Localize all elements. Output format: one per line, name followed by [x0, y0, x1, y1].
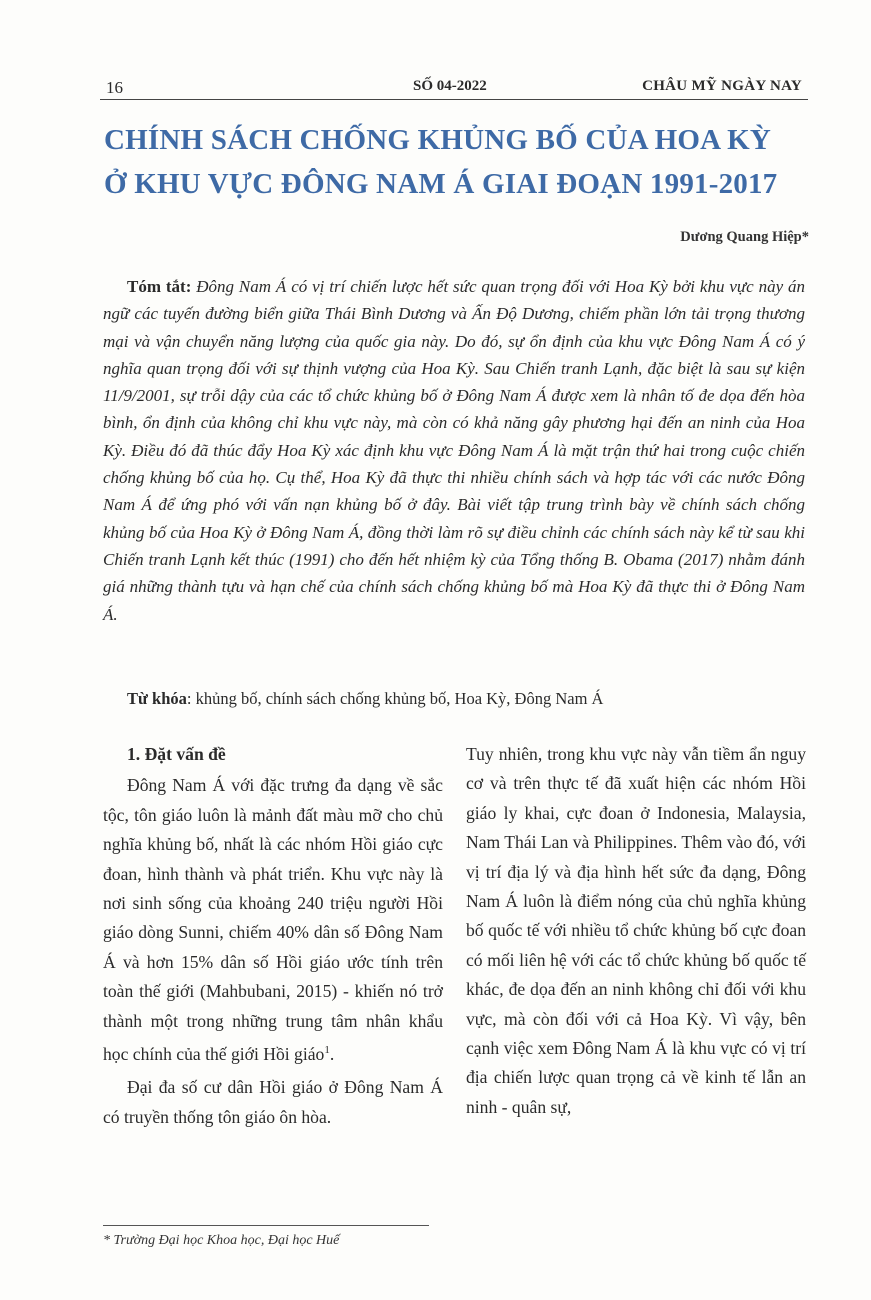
abstract — [103, 273, 805, 628]
abstract-label: Tóm tắt: — [127, 277, 192, 296]
paragraph: Đại đa số cư dân Hồi giáo ở Đông Nam Á có truyền thống tôn giáo ôn hòa. — [103, 1077, 443, 1127]
paragraph: Tuy nhiên, trong khu vực này vẫn tiềm ẩn nguy cơ và trên thực tế đã xuất hiện các nhóm Hồi giáo ly khai, cực đoan ở Indonesia, Malaysia, Nam Thái Lan và Philippines. Thêm vào đó, với vị trí địa lý và địa hình hết sức đa dạng, Đông Nam Á luôn là điểm nóng của chủ nghĩa khủng bố quốc tế với nhiều tổ chức khủng bố cực đoan có mối liên hệ với các tổ chức khủng bố quốc tế khác, đe dọa đến an ninh không chỉ đối với khu vực, mà còn đối với cả Hoa Kỳ. Vì vậy, bên cạnh việc xem Đông Nam Á là khu vực có vị trí địa chiến lược quan trọng cả về kinh tế lẫn an ninh - quân sự, — [466, 744, 806, 1117]
header-rule — [100, 99, 808, 100]
paragraph-end: . — [329, 1043, 335, 1064]
abstract-text: Đông Nam Á có vị trí chiến lược hết sức quan trọng đối với Hoa Kỳ bởi khu vực này án ngữ các tuyến đường biển giữa Thái Bình Dương và Ấn Độ Dương, chiếm phần lớn tải trọng thương mại và vận chuyển năng lượng của quốc gia này. Do đó, sự ổn định của khu vực Đông Nam Á có ý nghĩa quan trọng đối với sự thịnh vượng của Hoa Kỳ. Sau Chiến tranh Lạnh, đặc biệt là sau sự kiện 11/9/2001, sự trỗi dậy của các tổ chức khủng bố ở Đông Nam Á được xem là nhân tố đe dọa đến hòa bình, ổn định của không chỉ khu vực này, mà còn có khả năng gây phương hại đến an ninh của Hoa Kỳ. Điều đó đã thúc đẩy Hoa Kỳ xác định khu vực Đông Nam Á là mặt trận thứ hai trong cuộc chiến chống khủng bố của họ. Cụ thể, Hoa Kỳ đã thực thi nhiều chính sách và hợp tác với các nước Đông Nam Á để ứng phó với vấn nạn khủng bố ở đây. Bài viết tập trung trình bày về chính sách chống khủng bố của Hoa Kỳ ở Đông Nam Á, đồng thời làm rõ sự điều chỉnh các chính sách này kể từ sau khi Chiến tranh Lạnh kết thúc (1991) cho đến hết nhiệm kỳ của Tổng thống B. Obama (2017) nhằm đánh giá những thành tựu và hạn chế của chính sách chống khủng bố mà Hoa Kỳ đã thực thi ở Đông Nam Á. — [103, 277, 806, 624]
paragraph-text: Đông Nam Á với đặc trưng đa dạng về sắc tộc, tôn giáo luôn là mảnh đất màu mỡ cho chủ nghĩa khủng bố, nhất là các nhóm Hồi giáo cực đoan, hình thành và phát triển. Khu vực này là nơi sinh sống của khoảng 240 triệu người Hồi giáo dòng Sunni, chiếm 40% dân số Đông Nam Á và hơn 15% dân số Hồi giáo ước tính trên toàn thế giới (Mahbubani, 2015) - khiến nó trở thành một trong những trung tâm nhân khẩu học chính của thế giới Hồi giáo — [103, 775, 443, 1064]
journal-name: CHÂU MỸ NGÀY NAY — [642, 78, 802, 94]
section-heading: 1. Đặt vấn đề — [127, 744, 226, 764]
title-line-2: Ở KHU VỰC ĐÔNG NAM Á GIAI ĐOẠN 1991-2017 — [104, 168, 778, 200]
author-affiliation-footnote: * Trường Đại học Khoa học, Đại học Huế — [103, 1233, 340, 1248]
paragraph — [103, 771, 443, 1069]
author-name: Dương Quang Hiệp* — [680, 229, 809, 245]
title-line-1: CHÍNH SÁCH CHỐNG KHỦNG BỐ CỦA HOA KỲ — [104, 124, 772, 156]
keywords-text: : khủng bố, chính sách chống khủng bố, Hoa Kỳ, Đông Nam Á — [186, 689, 604, 708]
keywords — [127, 685, 807, 712]
left-column — [103, 740, 443, 1132]
keywords-label: Từ khóa — [127, 689, 187, 708]
right-column — [466, 740, 806, 1122]
article-title — [104, 118, 804, 206]
footnote-rule — [103, 1225, 429, 1226]
issue-number: SỐ 04-2022 — [413, 78, 487, 94]
page-number: 16 — [106, 78, 123, 97]
footnote-mark[interactable]: 1 — [324, 1044, 330, 1057]
running-header — [100, 76, 808, 100]
